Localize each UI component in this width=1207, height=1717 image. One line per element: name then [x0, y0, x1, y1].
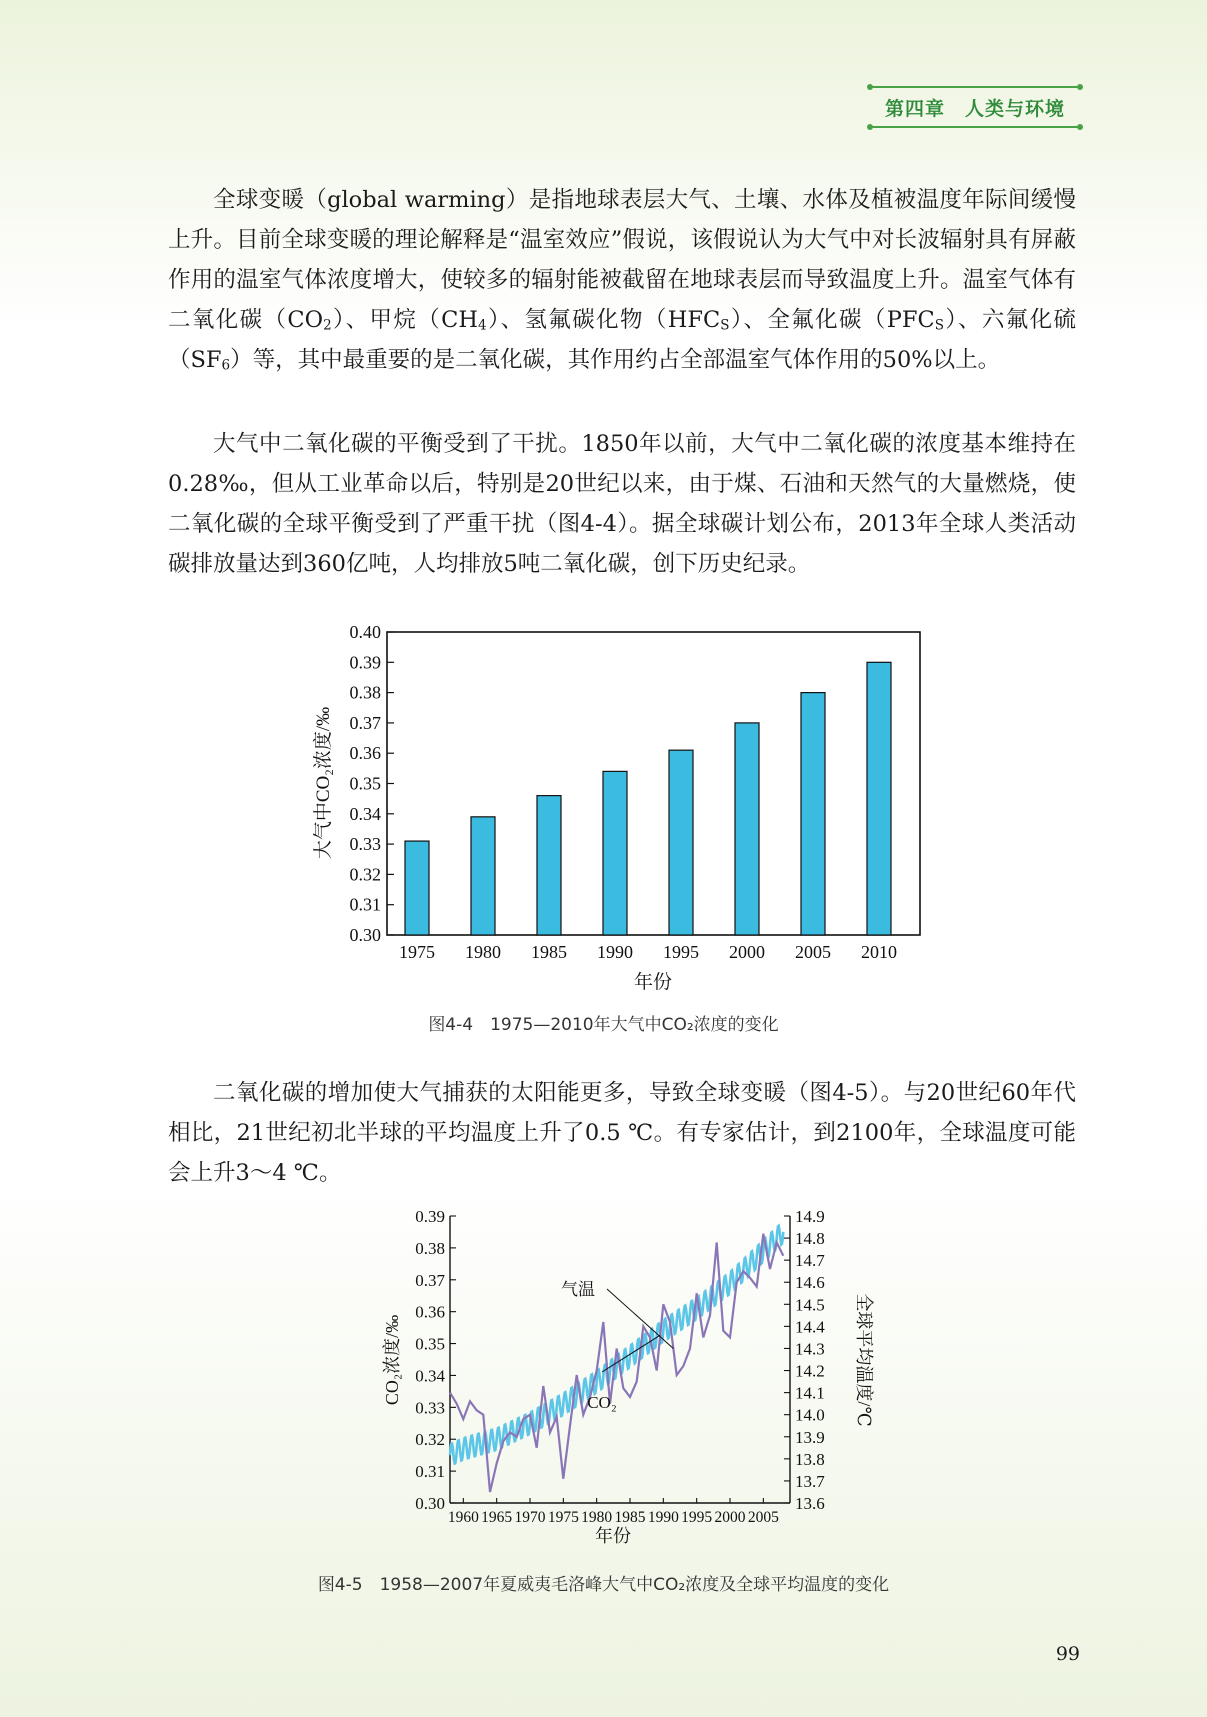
right-y-tick-label: 13.6: [795, 1494, 825, 1513]
series-co2-line: [450, 1226, 783, 1464]
x-tick-label: 2005: [747, 1509, 779, 1526]
x-tick-label: 1960: [447, 1509, 479, 1526]
left-y-tick-label: 0.31: [415, 1462, 445, 1482]
bar-chart-y-tick-label: 0.33: [349, 834, 381, 855]
left-y-tick-label: 0.30: [415, 1494, 445, 1513]
bar-2010: [867, 662, 891, 935]
right-y-tick-label: 13.8: [795, 1449, 825, 1469]
bar-chart-y-tick-label: 0.36: [349, 743, 381, 764]
left-y-tick-label: 0.37: [415, 1270, 445, 1290]
left-y-tick-label: 0.35: [415, 1334, 445, 1354]
header-top-rule: [870, 86, 1080, 88]
bar-chart-y-tick-label: 0.35: [349, 773, 381, 794]
bar-1980: [471, 817, 495, 935]
bar-1975: [405, 841, 429, 935]
annotation-leader-co2-dummy: [597, 1263, 660, 1333]
annotation-leader-temp: [607, 1289, 673, 1348]
bar-chart-x-tick-label: 1995: [663, 942, 699, 962]
figure-4-5-caption: 图4-5 1958—2007年夏威夷毛洛峰大气中CO₂浓度及全球平均温度的变化: [317, 1575, 890, 1595]
x-tick-label: 1990: [647, 1509, 679, 1526]
left-y-tick-label: 0.38: [415, 1238, 445, 1258]
paragraph-global-warming: 全球变暖（global warming）是指地球表层大气、土壤、水体及植被温度年际间缓慢上升。目前全球变暖的理论解释是“温室效应”假说，该假说认为大气中对长波辐射具有屏蔽作用的温室气体浓度增大，使较多的辐射能被截留在地球表层而导致温度上升。温室气体有二氧化碳$(CO_2)$、甲烷$(CH_4)$、氢氟碳化物$(HFC_S)$、全氟化碳$(PFC_S)$、六氟化硫$(SF_6)$等，其中最重要的是二氧化碳，其作用约占全部温室气体作用的50%以上。: [168, 187, 1076, 374]
bar-chart-x-tick-label: 1990: [597, 942, 633, 962]
bar-chart-x-tick-label: 2005: [795, 942, 831, 962]
right-y-tick-label: 14.6: [795, 1273, 825, 1293]
bar-chart-x-tick-label: 2000: [729, 942, 765, 962]
right-y-tick-label: 14.1: [795, 1383, 825, 1403]
right-y-tick-label: 14.8: [795, 1229, 825, 1249]
figure-4-4-bar-chart: [300, 620, 940, 1000]
bar-chart-y-axis-label: 大气中CO₂浓度/‰: [313, 706, 334, 860]
page-number: 99: [1055, 1643, 1080, 1665]
right-y-tick-label: 14.0: [795, 1405, 825, 1425]
right-y-tick-label: 14.2: [795, 1361, 825, 1381]
right-y-tick-label: 14.4: [795, 1317, 825, 1337]
annotation-co2-label: CO₂: [587, 1393, 617, 1412]
figure-4-4-caption: 图4-4 1975—2010年大气中CO₂浓度的变化: [428, 1015, 779, 1035]
bar-1990: [603, 771, 627, 935]
annotation-leader-co2: [602, 1335, 660, 1372]
bar-chart-plot-frame: [387, 632, 920, 935]
bar-chart-y-tick-label: 0.32: [349, 864, 381, 885]
right-y-tick-label: 14.9: [795, 1207, 825, 1226]
x-tick-label: 1985: [614, 1509, 646, 1526]
right-y-tick-label: 14.7: [795, 1251, 825, 1271]
bar-chart-y-tick-label: 0.34: [349, 803, 381, 824]
x-tick-label: 1970: [514, 1509, 546, 1526]
bar-chart-y-tick-label: 0.39: [349, 652, 381, 673]
bar-chart-y-tick-label: 0.31: [349, 894, 381, 915]
line-chart-right-axis-label: 全球平均温度/℃: [854, 1293, 874, 1427]
right-y-tick-label: 13.9: [795, 1427, 825, 1447]
x-tick-label: 1980: [581, 1509, 613, 1526]
bar-2005: [801, 693, 825, 935]
paragraph-co2-balance: 大气中二氧化碳的平衡受到了干扰。1850年以前，大气中二氧化碳的浓度基本维持在0.28‰，但从工业革命以后，特别是20世纪以来，由于煤、石油和天然气的大量燃烧，使二氧化碳的全球平衡受到了严重干扰（图4-4）。据全球碳计划公布，2013年全球人类活动碳排放量达到360亿吨，人均排放5吨二氧化碳，创下历史纪录。: [168, 431, 1076, 577]
bar-chart-x-tick-label: 1975: [399, 942, 435, 962]
left-y-tick-label: 0.39: [415, 1207, 445, 1226]
bar-chart-y-tick-label: 0.37: [349, 712, 381, 733]
x-tick-label: 1965: [481, 1509, 513, 1526]
x-tick-label: 2000: [714, 1509, 746, 1526]
bar-chart-x-tick-label: 1980: [465, 942, 501, 962]
paragraph-temperature-rise: 二氧化碳的增加使大气捕获的太阳能更多，导致全球变暖（图4-5）。与20世纪60年代相比，21世纪初北半球的平均温度上升了0.5 ℃。有专家估计，到2100年，全球温度可能会上升3～4 ℃。: [168, 1080, 1076, 1186]
figure-4-5-line-chart: [370, 1200, 880, 1550]
left-y-tick-label: 0.34: [415, 1366, 445, 1386]
right-y-tick-label: 13.7: [795, 1471, 825, 1491]
chapter-header: [870, 86, 1080, 128]
x-tick-label: 1995: [681, 1509, 713, 1526]
bar-2000: [735, 723, 759, 935]
header-bottom-rule: [870, 126, 1080, 128]
bar-chart-x-tick-label: 2010: [861, 942, 897, 962]
right-y-tick-label: 14.3: [795, 1339, 825, 1359]
line-chart-x-axis-label: 年份: [595, 1526, 631, 1546]
right-y-tick-label: 14.5: [795, 1295, 825, 1315]
left-y-tick-label: 0.36: [415, 1302, 445, 1322]
x-tick-label: 1975: [547, 1509, 579, 1526]
bar-1995: [669, 750, 693, 935]
left-y-tick-label: 0.32: [415, 1430, 445, 1450]
chapter-title: 第四章 人类与环境: [884, 98, 1065, 120]
bar-chart-x-axis-label: 年份: [633, 972, 673, 993]
annotation-temp-label: 气温: [561, 1280, 595, 1299]
line-chart-left-axis-label: CO₂浓度/‰: [382, 1314, 402, 1406]
bar-1985: [537, 796, 561, 935]
left-y-tick-label: 0.33: [415, 1398, 445, 1418]
bar-chart-y-tick-label: 0.40: [349, 622, 381, 642]
bar-chart-y-tick-label: 0.38: [349, 682, 381, 703]
bar-chart-x-tick-label: 1985: [531, 942, 567, 962]
bar-chart-y-tick-label: 0.30: [349, 925, 381, 945]
